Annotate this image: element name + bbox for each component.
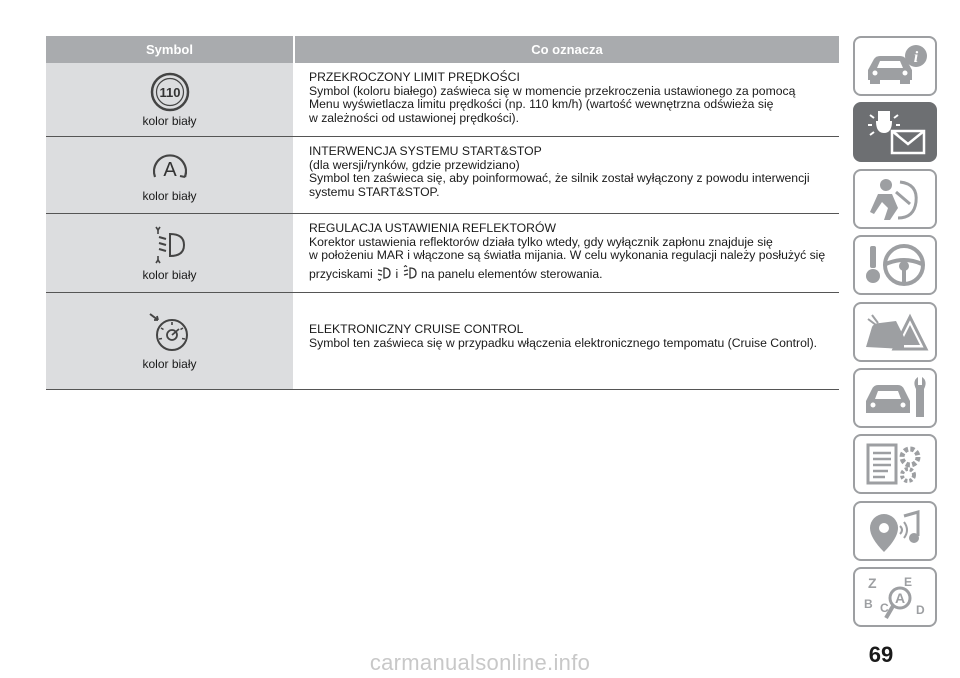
table-row: [46, 293, 839, 390]
tab-maintenance[interactable]: [853, 368, 937, 428]
row-title: ELEKTRONICZNY CRUISE CONTROL: [309, 322, 524, 336]
row-text: (dla wersji/rynków, gdzie przewidziano): [309, 157, 520, 172]
headlight-leveling-icon: [150, 224, 190, 266]
row-text: systemu START&STOP.: [309, 184, 440, 199]
warning-lights-table: [46, 36, 839, 390]
color-label: kolor biały: [142, 357, 197, 371]
row-text: Menu wyświetlacza limitu prędkości (np. 110 km/h) (wartość wewnętrzna odświeża się: [309, 97, 774, 111]
meaning-cell: [293, 293, 839, 389]
row-text: Korektor ustawienia reflektorów działa tylko wtedy, gdy wyłącznik zapłonu znajduje się: [309, 234, 773, 249]
color-label: kolor biały: [142, 113, 197, 128]
tab-safety[interactable]: [853, 169, 937, 229]
multimedia-icon: [860, 506, 930, 556]
meaning-cell: [293, 63, 839, 136]
svg-text:i: i: [913, 49, 919, 66]
svg-text:A: A: [895, 590, 906, 607]
color-label: kolor biały: [142, 268, 197, 282]
table-header: [46, 36, 839, 63]
row-text: Symbol ten zaświeca się w przypadku włączenia elektronicznego tempomatu (Cruise Control).: [309, 335, 818, 350]
row-title: PRZEKROCZONY LIMIT PRĘDKOŚCI: [309, 70, 520, 84]
symbol-cell: [46, 293, 293, 389]
tab-index[interactable]: [853, 567, 937, 627]
header-symbol: Symbol: [146, 42, 193, 57]
row-title: INTERWENCJA SYSTEMU START&STOP: [309, 144, 542, 158]
row-title: REGULACJA USTAWIENIA REFLEKTORÓW: [309, 221, 556, 235]
row-text: Symbol ten zaświeca się, aby poinformować, że silnik został wyłączony z powodu interwencji: [309, 171, 810, 185]
page-number: 69: [868, 642, 894, 667]
cruise-control-icon: [146, 311, 194, 355]
symbol-cell: [46, 214, 293, 292]
svg-text:D: D: [916, 603, 925, 618]
car-info-icon: [860, 42, 930, 90]
start-stop-letter: A: [162, 159, 177, 181]
table-row: [46, 63, 839, 137]
tab-starting-driving[interactable]: [853, 235, 937, 295]
color-label: kolor biały: [142, 189, 197, 203]
index-icon: [860, 572, 930, 622]
tab-warning-lights[interactable]: [853, 102, 937, 162]
svg-text:C: C: [880, 601, 889, 616]
start-stop-icon: [147, 147, 193, 187]
watermark: carmanualsonline.info: [369, 650, 591, 675]
symbol-cell: [46, 137, 293, 213]
safety-airbag-icon: [860, 174, 930, 224]
row-text: w zależności od ustawionej prędkości).: [309, 110, 519, 125]
inline-text-before: przyciskami: [309, 266, 373, 281]
row-text: Symbol (koloru białego) zaświeca się w momencie przekroczenia ustawionego za pomocą: [309, 83, 796, 98]
technical-data-icon: [860, 439, 930, 489]
svg-text:B: B: [864, 597, 873, 612]
meaning-cell: [293, 214, 839, 292]
svg-text:E: E: [904, 575, 913, 590]
headlight-up-button-icon: [403, 265, 417, 281]
svg-text:Z: Z: [868, 575, 877, 592]
table-row: [46, 137, 839, 214]
chapter-tabs: [853, 36, 937, 634]
tab-car-info[interactable]: [853, 36, 937, 96]
tab-technical-data[interactable]: [853, 434, 937, 494]
speed-limit-value: 110: [159, 84, 180, 100]
tab-multimedia[interactable]: [853, 501, 937, 561]
table-row: [46, 214, 839, 293]
row-text: w położeniu MAR i włączone są światła mijania. W celu wykonania regulacji należy posłużyć się: [309, 248, 826, 262]
steering-starting-icon: [860, 240, 930, 290]
maintenance-icon: [860, 373, 930, 423]
inline-text-middle: i: [395, 266, 399, 281]
warning-light-message-icon: [860, 107, 930, 157]
row-text-inline: [309, 265, 839, 282]
inline-text-after: na panelu elementów sterowania.: [420, 266, 603, 281]
tab-emergency[interactable]: [853, 302, 937, 362]
meaning-cell: [293, 137, 839, 213]
emergency-icon: [860, 307, 930, 357]
header-meaning: Co oznacza: [531, 42, 603, 57]
symbol-cell: [46, 63, 293, 136]
headlight-down-button-icon: [377, 265, 391, 281]
speed-limit-110-icon: [150, 72, 190, 112]
